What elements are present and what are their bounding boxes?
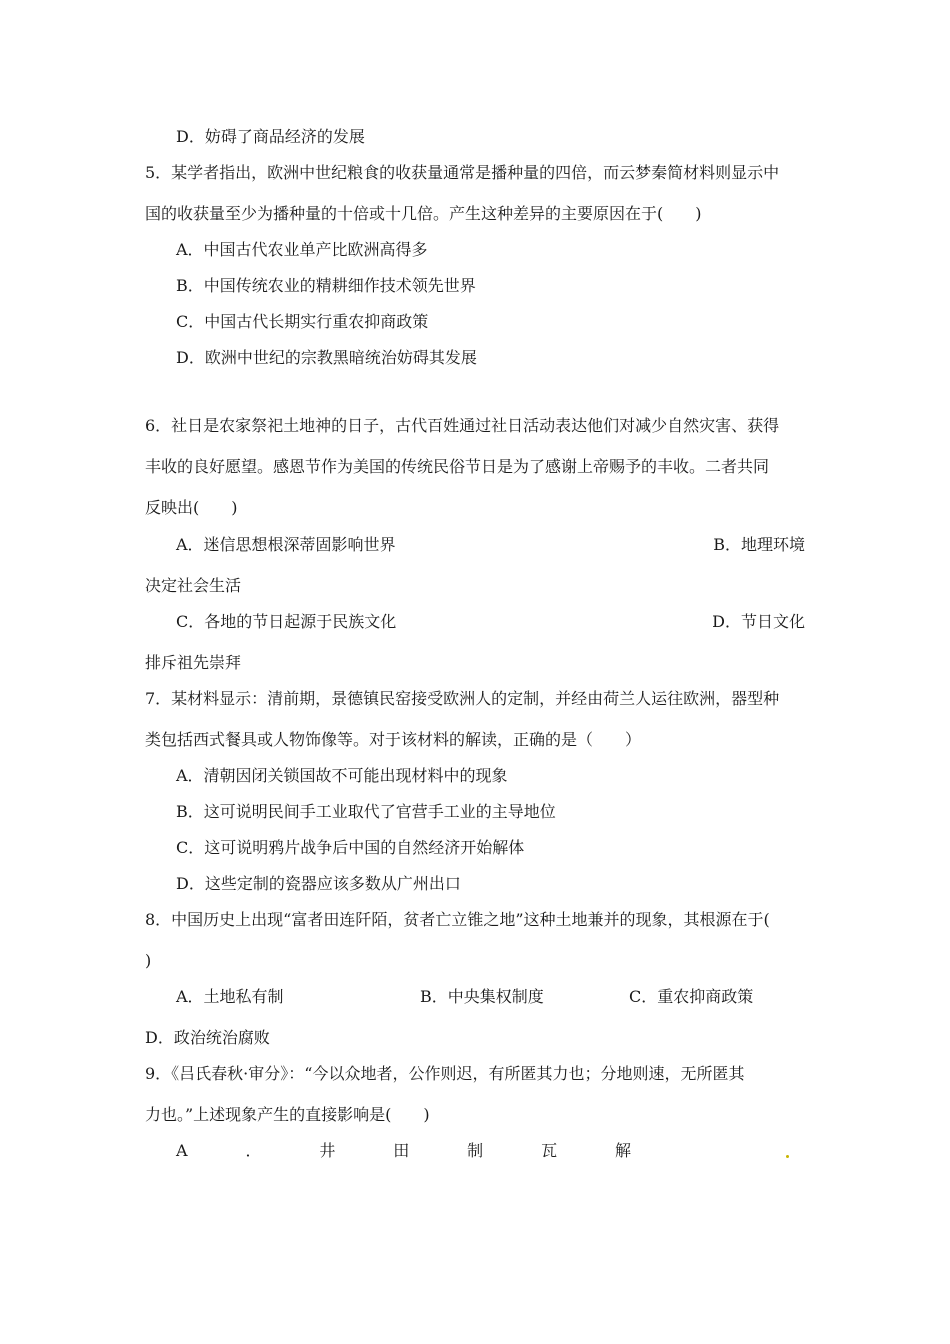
q7-stem-line-1: 7．某材料显示：清前期，景德镇民窑接受欧洲人的定制，并经由荷兰人运往欧洲，器型种 <box>145 689 780 708</box>
q8-stem-line-1: 8．中国历史上出现“富者田连阡陌，贫者亡立锥之地”这种土地兼并的现象，其根源在于( <box>145 910 770 929</box>
q6-option-b-part-1: B．地理环境 <box>713 535 805 554</box>
q9-option-a-char: 井 <box>319 1141 336 1160</box>
q8-option-a: A．土地私有制 <box>176 987 284 1006</box>
decorative-dot <box>786 1155 789 1158</box>
q6-option-d-part-1: D．节日文化 <box>712 612 805 631</box>
q6-stem-line-3: 反映出( ) <box>145 498 238 517</box>
q5-option-a: A．中国古代农业单产比欧洲高得多 <box>176 240 428 259</box>
q7-option-d: D．这些定制的瓷器应该多数从广州出口 <box>176 874 461 893</box>
q7-option-a: A．清朝因闭关锁国故不可能出现材料中的现象 <box>176 766 508 785</box>
q8-option-d: D．政治统治腐败 <box>145 1028 270 1047</box>
q5-stem-line-1: 5．某学者指出，欧洲中世纪粮食的收获量通常是播种量的四倍，而云梦秦简材料则显示中 <box>145 163 780 182</box>
q5-stem-line-2: 国的收获量至少为播种量的十倍或十几倍。产生这种差异的主要原因在于( ) <box>145 204 702 223</box>
q6-stem-line-1: 6．社日是农家祭祀土地神的日子，古代百姓通过社日活动表达他们对减少自然灾害、获得 <box>145 416 780 435</box>
q6-option-a: A．迷信思想根深蒂固影响世界 <box>176 535 396 554</box>
q8-option-c: C．重农抑商政策 <box>629 987 754 1006</box>
q6-stem-line-2: 丰收的良好愿望。感恩节作为美国的传统民俗节日是为了感谢上帝赐予的丰收。二者共同 <box>145 457 770 476</box>
q9-option-a-char: 田 <box>393 1141 410 1160</box>
q5-option-d: D．欧洲中世纪的宗教黑暗统治妨碍其发展 <box>176 348 477 367</box>
q9-option-a-char: A <box>176 1141 188 1160</box>
q9-option-a <box>176 1141 631 1161</box>
q7-option-b: B．这可说明民间手工业取代了官营手工业的主导地位 <box>176 802 556 821</box>
q9-option-a-char: 解 <box>614 1141 631 1160</box>
q6-option-b-part-2: 决定社会生活 <box>145 576 242 595</box>
q9-option-a-char: 瓦 <box>541 1141 558 1160</box>
q5-option-c: C．中国古代长期实行重农抑商政策 <box>176 312 429 331</box>
q6-option-d-part-2: 排斥祖先崇拜 <box>145 653 242 672</box>
q8-stem-line-2: ) <box>145 951 152 970</box>
q4-option-d: D．妨碍了商品经济的发展 <box>176 127 365 146</box>
q9-stem-line-2: 力也。”上述现象产生的直接影响是( ) <box>145 1105 430 1124</box>
q9-stem-line-1: 9．《吕氏春秋·审分》：“今以众地者，公作则迟，有所匿其力也；分地则速，无所匿其 <box>145 1064 745 1083</box>
q6-option-c: C．各地的节日起源于民族文化 <box>176 612 397 631</box>
q8-option-b: B．中央集权制度 <box>420 987 544 1006</box>
q9-option-a-char: 制 <box>467 1141 484 1160</box>
q7-option-c: C．这可说明鸦片战争后中国的自然经济开始解体 <box>176 838 525 857</box>
q5-option-b: B．中国传统农业的精耕细作技术领先世界 <box>176 276 476 295</box>
q9-option-a-char: ． <box>245 1141 262 1160</box>
q7-stem-line-2: 类包括西式餐具或人物饰像等。对于该材料的解读，正确的是（ ） <box>145 730 642 749</box>
